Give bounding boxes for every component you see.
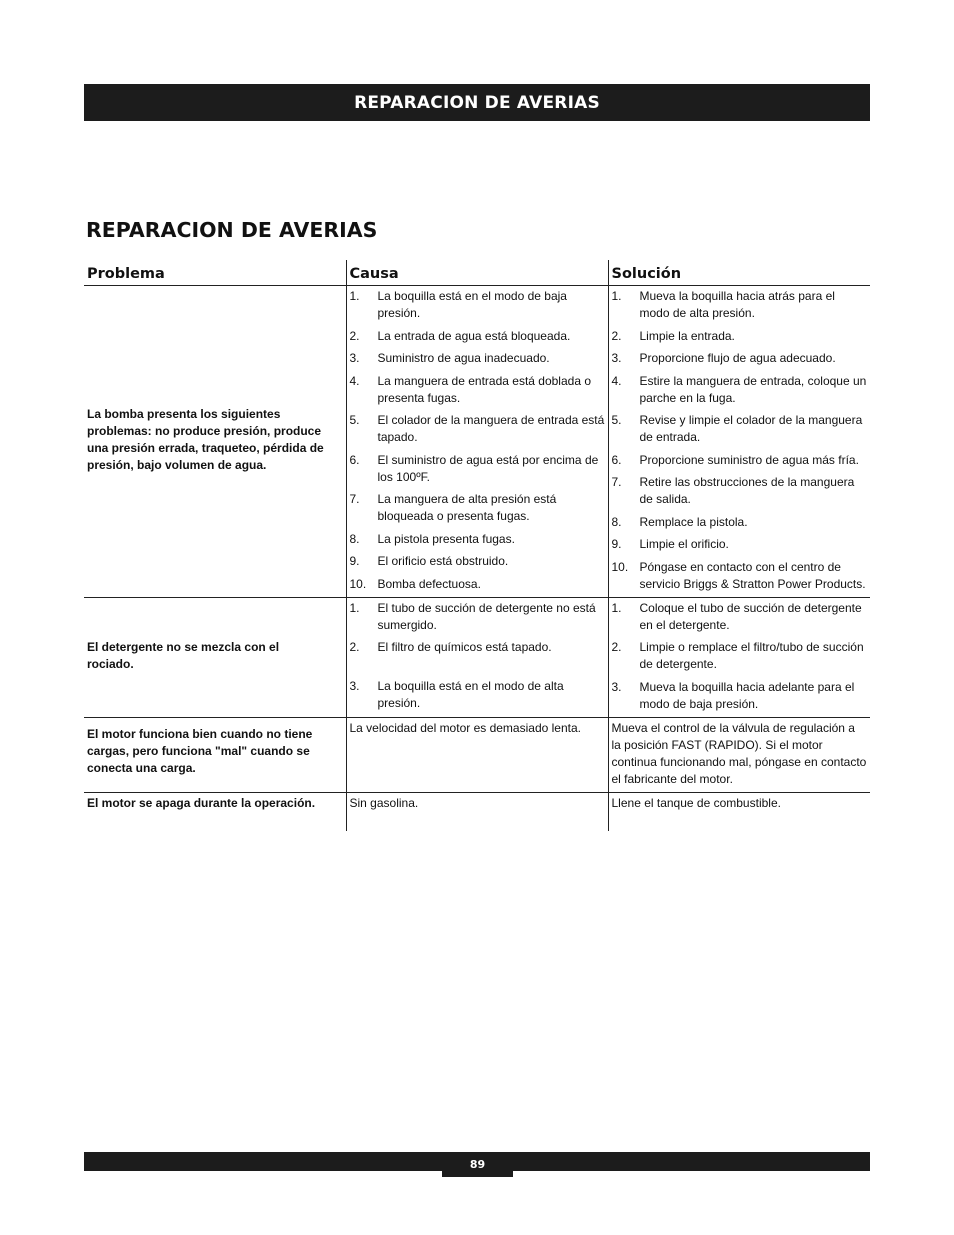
list-item: 9. El orificio está obstruido. bbox=[349, 554, 509, 568]
page-number: 89 bbox=[469, 1158, 486, 1171]
list-item: 9. Limpie el orificio. bbox=[611, 537, 729, 551]
list-item: 5. El colador de la manguera de entrada está tapado. bbox=[349, 413, 605, 444]
table-row bbox=[84, 792, 870, 831]
column-header-cause: Causa bbox=[346, 260, 608, 286]
list-item: 8. La pistola presenta fugas. bbox=[349, 531, 515, 546]
list-item: 6. Proporcione suministro de agua más fría. bbox=[611, 452, 859, 467]
page-title: REPARACION DE AVERIAS bbox=[86, 218, 378, 242]
list-item: 5. Revise y limpie el colador de la manguera de entrada. bbox=[611, 413, 863, 444]
list-item: 1. La boquilla está en el modo de baja presión. bbox=[349, 289, 567, 320]
list-item: 1. Coloque el tubo de succión de detergente en el detergente. bbox=[611, 600, 862, 632]
table-row bbox=[84, 597, 870, 717]
problem-cell: El motor se apaga durante la operación. bbox=[84, 792, 346, 831]
table-row bbox=[84, 286, 870, 598]
table-row bbox=[84, 717, 870, 792]
solution-cell bbox=[608, 597, 870, 717]
solution-cell bbox=[608, 286, 870, 598]
list-item: 7. Retire las obstrucciones de la manguera de salida. bbox=[611, 475, 855, 506]
solution-cell: Llene el tanque de combustible. bbox=[608, 792, 870, 831]
problem-cell: El detergente no se mezcla con el rociado. bbox=[84, 597, 346, 717]
solution-list bbox=[612, 600, 868, 713]
list-item: 3. Suministro de agua inadecuado. bbox=[349, 351, 550, 365]
list-item: 10. Póngase en contacto con el centro de servicio Briggs & Stratton Power Products. bbox=[611, 559, 866, 591]
list-item: 10. Bomba defectuosa. bbox=[349, 576, 481, 591]
cause-cell: Sin gasolina. bbox=[346, 792, 608, 831]
list-item: 8. Remplace la pistola. bbox=[611, 514, 748, 529]
solution-cell: Mueva el control de la válvula de regulación a la posición FAST (RAPIDO). Si el motor continua funcionando mal, póngase en contacto el fabricante del motor. bbox=[608, 717, 870, 792]
cause-list bbox=[350, 600, 605, 713]
solution-list bbox=[612, 288, 868, 593]
troubleshooting-table bbox=[84, 260, 870, 831]
problem-cell: La bomba presenta los siguientes problemas: no produce presión, produce una presión errada, traqueteo, pérdida de presión, bajo volumen de agua. bbox=[87, 407, 324, 473]
problem-cell: El motor funciona bien cuando no tiene cargas, pero funciona "mal" cuando se conecta una carga. bbox=[84, 717, 346, 792]
list-item: 2. El filtro de químicos está tapado. bbox=[349, 640, 552, 654]
list-item: 3. Mueva la boquilla hacia adelante para el modo de baja presión. bbox=[611, 679, 855, 711]
column-header-solution: Solución bbox=[608, 260, 870, 286]
list-item: 4. Estire la manguera de entrada, coloque un parche en la fuga. bbox=[611, 373, 867, 405]
header-title: REPARACION DE AVERIAS bbox=[354, 92, 600, 113]
list-item: 3. La boquilla está en el modo de alta presión. bbox=[349, 679, 564, 710]
column-header-problem: Problema bbox=[84, 260, 346, 286]
list-item: 3. Proporcione flujo de agua adecuado. bbox=[611, 351, 836, 365]
list-item: 6. El suministro de agua está por encima de los 100ºF. bbox=[349, 452, 599, 484]
list-item: 4. La manguera de entrada está doblada o presenta fugas. bbox=[349, 373, 591, 405]
header-bar bbox=[84, 84, 870, 121]
cause-cell bbox=[346, 597, 608, 717]
list-item: 1. El tubo de succión de detergente no está sumergido. bbox=[349, 600, 596, 632]
page-number-tab bbox=[442, 1152, 513, 1177]
cause-cell bbox=[346, 286, 608, 598]
list-item: 2. La entrada de agua está bloqueada. bbox=[349, 328, 571, 343]
table-header-row bbox=[84, 260, 870, 286]
cause-cell: La velocidad del motor es demasiado lenta. bbox=[346, 717, 608, 792]
list-item: 2. Limpie o remplace el filtro/tubo de succión de detergente. bbox=[611, 640, 864, 671]
cause-list bbox=[350, 288, 605, 593]
list-item: 7. La manguera de alta presión está bloqueada o presenta fugas. bbox=[349, 492, 557, 523]
list-item: 2. Limpie la entrada. bbox=[611, 328, 735, 343]
list-item: 1. Mueva la boquilla hacia atrás para el modo de alta presión. bbox=[611, 289, 835, 320]
